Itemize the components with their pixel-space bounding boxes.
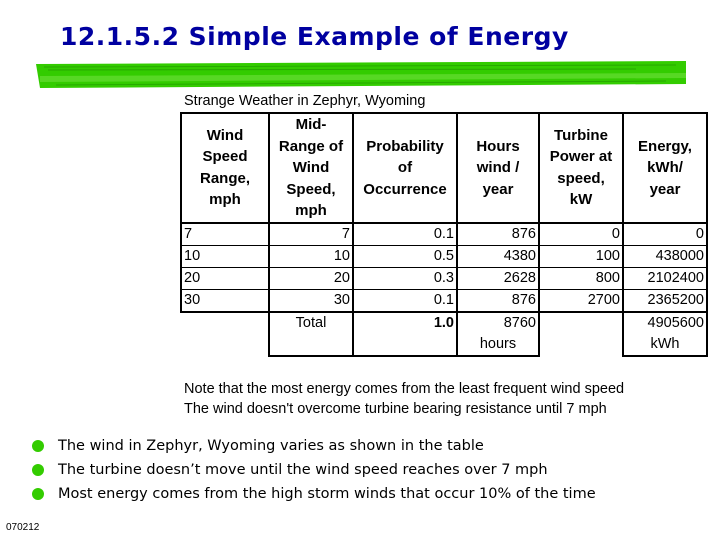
green-bullet-dot-icon: [32, 464, 44, 476]
table-row: [181, 245, 707, 267]
header-energy-per-year: Energy, kWh/ year: [623, 113, 707, 223]
slide-title: 12.1.5.2 Simple Example of Energy: [60, 22, 569, 51]
table-notes: [184, 379, 624, 419]
cell-hours: 4380: [457, 245, 539, 267]
cell-hours: 876: [457, 223, 539, 246]
cell-hours: 876: [457, 289, 539, 312]
cell-mid-speed: 30: [269, 289, 353, 312]
table-caption: Strange Weather in Zephyr, Wyoming: [184, 93, 426, 109]
cell-speed-range: 10: [181, 245, 269, 267]
table-row: [181, 289, 707, 312]
cell-mid-speed: 20: [269, 267, 353, 289]
cell-power: 800: [539, 267, 623, 289]
cell-speed-range: 7: [181, 223, 269, 246]
bullet-item: [32, 482, 596, 506]
table-row: [181, 267, 707, 289]
cell-energy: 2365200: [623, 289, 707, 312]
total-energy: 4905600: [623, 312, 707, 334]
header-wind-speed-range: Wind Speed Range, mph: [181, 113, 269, 223]
bullet-text: Most energy comes from the high storm winds that occur 10% of the time: [58, 486, 596, 502]
title-underline-brush: [36, 60, 686, 92]
total-hours: 8760: [457, 312, 539, 334]
cell-energy: 438000: [623, 245, 707, 267]
bullet-text: The turbine doesn’t move until the wind speed reaches over 7 mph: [58, 462, 548, 478]
cell-mid-speed: 10: [269, 245, 353, 267]
cell-power: 2700: [539, 289, 623, 312]
cell-speed-range: 30: [181, 289, 269, 312]
header-mid-range-wind-speed: Mid- Range of Wind Speed, mph: [269, 113, 353, 223]
cell-mid-speed: 7: [269, 223, 353, 246]
total-probability: 1.0: [353, 312, 457, 334]
header-turbine-power: Turbine Power at speed, kW: [539, 113, 623, 223]
bullet-text: The wind in Zephyr, Wyoming varies as shown in the table: [58, 438, 484, 454]
green-bullet-dot-icon: [32, 488, 44, 500]
cell-energy: 2102400: [623, 267, 707, 289]
bullet-item: [32, 434, 596, 458]
slide-code: 070212: [6, 522, 40, 533]
cell-probability: 0.3: [353, 267, 457, 289]
cell-power: 100: [539, 245, 623, 267]
table-row: [181, 223, 707, 246]
total-label: Total: [269, 312, 353, 334]
total-energy-unit: kWh: [623, 334, 707, 356]
cell-probability: 0.1: [353, 289, 457, 312]
cell-hours: 2628: [457, 267, 539, 289]
cell-energy: 0: [623, 223, 707, 246]
header-hours-per-year: Hours wind / year: [457, 113, 539, 223]
table-header-row: [181, 113, 707, 223]
green-bullet-dot-icon: [32, 440, 44, 452]
total-hours-unit: hours: [457, 334, 539, 356]
total-units-row: [181, 334, 707, 356]
note-line: The wind doesn't overcome turbine bearing resistance until 7 mph: [184, 401, 607, 417]
header-probability: Probability of Occurrence: [353, 113, 457, 223]
bullet-item: [32, 458, 596, 482]
cell-probability: 0.1: [353, 223, 457, 246]
cell-probability: 0.5: [353, 245, 457, 267]
energy-table: [180, 112, 708, 357]
cell-power: 0: [539, 223, 623, 246]
bullet-list: [32, 434, 596, 506]
total-row: [181, 312, 707, 334]
note-line: Note that the most energy comes from the least frequent wind speed: [184, 381, 625, 397]
cell-speed-range: 20: [181, 267, 269, 289]
